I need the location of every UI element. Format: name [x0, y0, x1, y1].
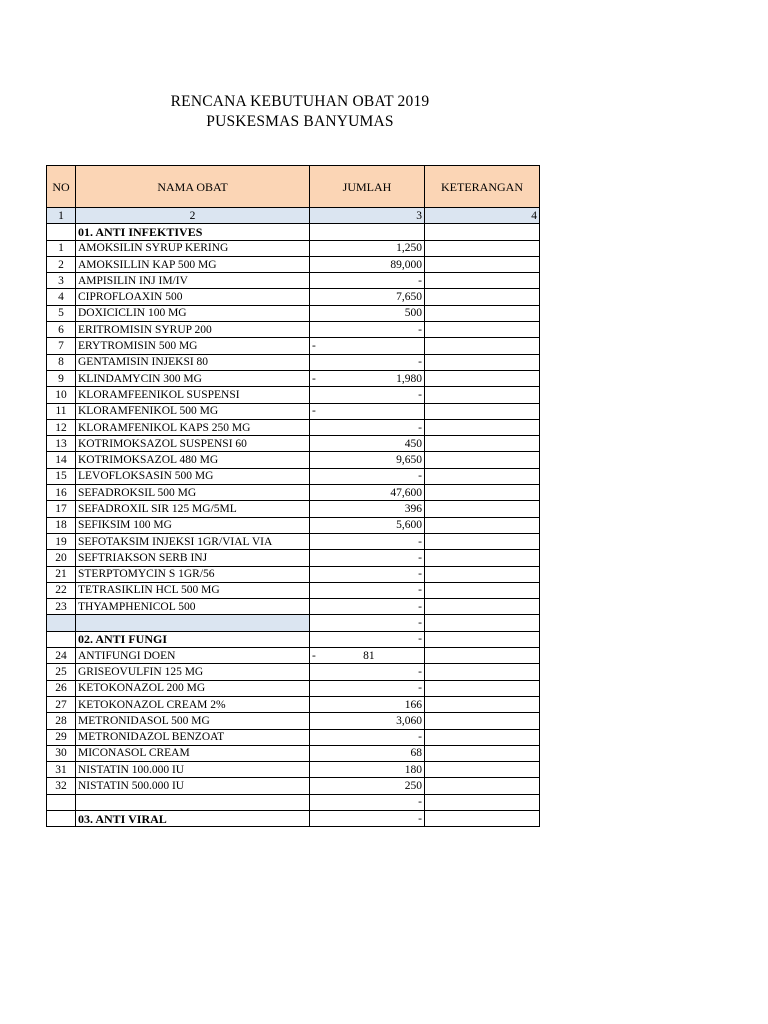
- cell-dash: -: [312, 649, 316, 662]
- cell-jumlah: [310, 387, 425, 403]
- document-subtitle: PUSKESMAS BANYUMAS: [206, 113, 394, 130]
- cell-keterangan: [425, 403, 540, 419]
- cell-keterangan: [425, 485, 540, 501]
- cell-jumlah: [310, 696, 425, 712]
- index-no: 1: [47, 208, 76, 224]
- cell-no: 4: [47, 289, 76, 305]
- cell-jumlah-value: 89,000: [390, 258, 422, 271]
- cell-keterangan: [425, 533, 540, 549]
- table-row: [47, 648, 540, 664]
- table-row: [47, 729, 540, 745]
- cell-jumlah-value: -: [418, 470, 422, 483]
- table-row: [47, 256, 540, 272]
- table-row: [47, 501, 540, 517]
- table-row: [47, 452, 540, 468]
- blank-row: [47, 794, 540, 810]
- cell-keterangan: [425, 778, 540, 794]
- cell-jumlah-value: -: [418, 568, 422, 581]
- table-row: [47, 517, 540, 533]
- cell-jumlah-value: -: [418, 731, 422, 744]
- cell-keterangan: [425, 550, 540, 566]
- cell-keterangan: [425, 387, 540, 403]
- cell-no: 7: [47, 338, 76, 354]
- cell-jumlah: [310, 729, 425, 745]
- cell-no: 27: [47, 696, 76, 712]
- cell-jumlah-value: 7,650: [396, 291, 422, 304]
- cell-nama-obat: DOXICICLIN 100 MG: [76, 305, 310, 321]
- cell-keterangan: [425, 794, 540, 810]
- cell-jumlah: [310, 615, 425, 631]
- cell-no: [47, 631, 76, 647]
- cell-no: 19: [47, 533, 76, 549]
- cell-keterangan: [425, 354, 540, 370]
- cell-keterangan: [425, 664, 540, 680]
- cell-keterangan: [425, 273, 540, 289]
- cell-keterangan: [425, 436, 540, 452]
- cell-no: [47, 224, 76, 240]
- cell-keterangan: [425, 517, 540, 533]
- cell-keterangan: [425, 631, 540, 647]
- cell-no: 10: [47, 387, 76, 403]
- table-row: [47, 566, 540, 582]
- cell-nama-obat: KLORAMFENIKOL KAPS 250 MG: [76, 419, 310, 435]
- cell-nama-obat: KLORAMFENIKOL 500 MG: [76, 403, 310, 419]
- cell-jumlah-value: -: [418, 682, 422, 695]
- cell-no: 22: [47, 582, 76, 598]
- cell-nama-obat: KOTRIMOKSAZOL SUSPENSI 60: [76, 436, 310, 452]
- table-row: [47, 354, 540, 370]
- table-row: [47, 305, 540, 321]
- header-keterangan: KETERANGAN: [425, 166, 540, 208]
- cell-keterangan: [425, 713, 540, 729]
- cell-nama-obat: KETOKONAZOL CREAM 2%: [76, 696, 310, 712]
- table-row: [47, 387, 540, 403]
- cell-keterangan: [425, 745, 540, 761]
- table-row: [47, 240, 540, 256]
- table-row: [47, 696, 540, 712]
- cell-jumlah: [310, 240, 425, 256]
- cell-no: 3: [47, 273, 76, 289]
- cell-no: 29: [47, 729, 76, 745]
- cell-no: 14: [47, 452, 76, 468]
- cell-jumlah: [310, 550, 425, 566]
- cell-nama-obat: AMPISILIN INJ IM/IV: [76, 273, 310, 289]
- cell-no: 17: [47, 501, 76, 517]
- cell-jumlah: [310, 273, 425, 289]
- cell-keterangan: [425, 680, 540, 696]
- cell-no: 25: [47, 664, 76, 680]
- cell-no: 6: [47, 322, 76, 338]
- table-row: [47, 273, 540, 289]
- cell-nama-obat: SEFADROXIL SIR 125 MG/5ML: [76, 501, 310, 517]
- cell-no: [47, 810, 76, 826]
- cell-no: 2: [47, 256, 76, 272]
- cell-jumlah-value: 5,600: [396, 519, 422, 532]
- table-row: [47, 778, 540, 794]
- cell-keterangan: [425, 729, 540, 745]
- cell-no: 15: [47, 468, 76, 484]
- cell-jumlah-value: 180: [404, 763, 422, 776]
- cell-keterangan: [425, 599, 540, 615]
- cell-nama-obat: THYAMPHENICOL 500: [76, 599, 310, 615]
- cell-no: 30: [47, 745, 76, 761]
- section-row: [47, 631, 540, 647]
- cell-jumlah-value: 3,060: [396, 714, 422, 727]
- header-nama-obat: NAMA OBAT: [76, 166, 310, 208]
- cell-no: 21: [47, 566, 76, 582]
- cell-jumlah-value: -: [418, 584, 422, 597]
- table-row: [47, 582, 540, 598]
- cell-no: [47, 615, 76, 631]
- cell-jumlah: [310, 713, 425, 729]
- cell-jumlah-value: 47,600: [390, 486, 422, 499]
- cell-keterangan: [425, 615, 540, 631]
- blank-row: [47, 615, 540, 631]
- index-nama: 2: [76, 208, 310, 224]
- cell-keterangan: [425, 648, 540, 664]
- table-row: [47, 550, 540, 566]
- table-header-row: [47, 166, 540, 208]
- section-title: 03. ANTI VIRAL: [76, 810, 310, 826]
- cell-jumlah: [310, 436, 425, 452]
- cell-no: 16: [47, 485, 76, 501]
- cell-nama-obat: SEFIKSIM 100 MG: [76, 517, 310, 533]
- cell-keterangan: [425, 762, 540, 778]
- header-jumlah: JUMLAH: [310, 166, 425, 208]
- cell-jumlah-value: -: [418, 323, 422, 336]
- cell-nama-obat: SEFOTAKSIM INJEKSI 1GR/VIAL VIA: [76, 533, 310, 549]
- cell-nama-obat: AMOKSILLIN KAP 500 MG: [76, 256, 310, 272]
- table-row: [47, 322, 540, 338]
- table-row: [47, 289, 540, 305]
- cell-nama-obat: ERYTROMISIN 500 MG: [76, 338, 310, 354]
- section-title: 01. ANTI INFEKTIVES: [76, 224, 310, 240]
- cell-nama-obat: LEVOFLOKSASIN 500 MG: [76, 468, 310, 484]
- table-row: [47, 370, 540, 386]
- cell-jumlah: [310, 664, 425, 680]
- table-row: [47, 485, 540, 501]
- cell-jumlah: [310, 289, 425, 305]
- cell-nama-obat: NISTATIN 100.000 IU: [76, 762, 310, 778]
- table-row: [47, 680, 540, 696]
- cell-jumlah: [310, 517, 425, 533]
- cell-nama-obat: METRONIDAZOL BENZOAT: [76, 729, 310, 745]
- cell-jumlah: [310, 778, 425, 794]
- cell-no: 11: [47, 403, 76, 419]
- table-row: [47, 419, 540, 435]
- cell-nama-obat: STERPTOMYCIN S 1GR/56: [76, 566, 310, 582]
- cell-jumlah: [310, 403, 425, 419]
- cell-no: 24: [47, 648, 76, 664]
- cell-jumlah: [310, 680, 425, 696]
- cell-jumlah-value: -: [418, 633, 422, 646]
- cell-nama-obat: [76, 615, 310, 631]
- cell-jumlah: [310, 533, 425, 549]
- cell-jumlah-value: 396: [404, 502, 422, 515]
- cell-nama-obat: KOTRIMOKSAZOL 480 MG: [76, 452, 310, 468]
- cell-jumlah: [310, 582, 425, 598]
- cell-nama-obat: CIPROFLOAXIN 500: [76, 289, 310, 305]
- cell-jumlah-value: -: [418, 421, 422, 434]
- section-row: [47, 224, 540, 240]
- cell-jumlah-value: -: [418, 551, 422, 564]
- cell-nama-obat: METRONIDASOL 500 MG: [76, 713, 310, 729]
- cell-no: 13: [47, 436, 76, 452]
- cell-jumlah: [310, 338, 425, 354]
- cell-jumlah: [310, 354, 425, 370]
- cell-nama-obat: KLORAMFEENIKOL SUSPENSI: [76, 387, 310, 403]
- index-jumlah: 3: [310, 208, 425, 224]
- cell-jumlah-value: 9,650: [396, 454, 422, 467]
- cell-jumlah: [310, 419, 425, 435]
- cell-keterangan: [425, 419, 540, 435]
- cell-jumlah-value: -: [418, 617, 422, 630]
- cell-nama-obat: [76, 794, 310, 810]
- table-row: [47, 338, 540, 354]
- cell-no: 26: [47, 680, 76, 696]
- cell-no: 31: [47, 762, 76, 778]
- cell-nama-obat: KLINDAMYCIN 300 MG: [76, 370, 310, 386]
- cell-keterangan: [425, 322, 540, 338]
- table-row: [47, 533, 540, 549]
- cell-nama-obat: SEFADROKSIL 500 MG: [76, 485, 310, 501]
- table-row: [47, 745, 540, 761]
- cell-no: 28: [47, 713, 76, 729]
- cell-jumlah: [310, 631, 425, 647]
- cell-jumlah-value: 68: [410, 747, 422, 760]
- table-row: [47, 599, 540, 615]
- cell-keterangan: [425, 289, 540, 305]
- cell-jumlah: [310, 566, 425, 582]
- cell-no: 9: [47, 370, 76, 386]
- cell-jumlah: [310, 305, 425, 321]
- cell-keterangan: [425, 256, 540, 272]
- cell-no: 1: [47, 240, 76, 256]
- cell-jumlah: [310, 485, 425, 501]
- cell-jumlah: [310, 224, 425, 240]
- cell-keterangan: [425, 338, 540, 354]
- cell-jumlah-value: -: [418, 535, 422, 548]
- cell-keterangan: [425, 810, 540, 826]
- cell-jumlah-value: 450: [404, 437, 422, 450]
- cell-jumlah-value: -: [418, 388, 422, 401]
- cell-keterangan: [425, 305, 540, 321]
- cell-nama-obat: GRISEOVULFIN 125 MG: [76, 664, 310, 680]
- cell-no: 8: [47, 354, 76, 370]
- table-row: [47, 762, 540, 778]
- cell-jumlah-value: -: [418, 665, 422, 678]
- cell-jumlah-value: -: [418, 812, 422, 825]
- cell-nama-obat: ERITROMISIN SYRUP 200: [76, 322, 310, 338]
- cell-jumlah-value: 500: [404, 307, 422, 320]
- cell-jumlah: [310, 794, 425, 810]
- cell-jumlah-value: 166: [404, 698, 422, 711]
- cell-no: [47, 794, 76, 810]
- cell-nama-obat: TETRASIKLIN HCL 500 MG: [76, 582, 310, 598]
- cell-keterangan: [425, 370, 540, 386]
- index-keterangan: 4: [425, 208, 540, 224]
- cell-jumlah-value: 81: [363, 649, 375, 662]
- table-row: [47, 436, 540, 452]
- cell-no: 18: [47, 517, 76, 533]
- section-title: 02. ANTI FUNGI: [76, 631, 310, 647]
- cell-no: 12: [47, 419, 76, 435]
- cell-keterangan: [425, 240, 540, 256]
- cell-keterangan: [425, 566, 540, 582]
- cell-keterangan: [425, 501, 540, 517]
- cell-jumlah-value: 250: [404, 780, 422, 793]
- cell-jumlah: [310, 452, 425, 468]
- table-row: [47, 403, 540, 419]
- cell-no: 32: [47, 778, 76, 794]
- cell-jumlah-value: -: [418, 356, 422, 369]
- cell-nama-obat: ANTIFUNGI DOEN: [76, 648, 310, 664]
- cell-no: 5: [47, 305, 76, 321]
- cell-nama-obat: KETOKONAZOL 200 MG: [76, 680, 310, 696]
- cell-jumlah: [310, 322, 425, 338]
- cell-nama-obat: GENTAMISIN INJEKSI 80: [76, 354, 310, 370]
- cell-jumlah: [310, 501, 425, 517]
- cell-jumlah-value: 1,250: [396, 242, 422, 255]
- cell-keterangan: [425, 452, 540, 468]
- cell-nama-obat: AMOKSILIN SYRUP KERING: [76, 240, 310, 256]
- cell-jumlah-value: 1,980: [396, 372, 422, 385]
- cell-jumlah: [310, 256, 425, 272]
- cell-no: 23: [47, 599, 76, 615]
- cell-keterangan: [425, 696, 540, 712]
- cell-no: 20: [47, 550, 76, 566]
- table-row: [47, 713, 540, 729]
- cell-jumlah-value: -: [418, 796, 422, 809]
- header-no: NO: [47, 166, 76, 208]
- cell-keterangan: [425, 468, 540, 484]
- cell-jumlah: [310, 648, 425, 664]
- cell-nama-obat: SEFTRIAKSON SERB INJ: [76, 550, 310, 566]
- cell-nama-obat: MICONASOL CREAM: [76, 745, 310, 761]
- cell-jumlah: [310, 370, 425, 386]
- table-row: [47, 664, 540, 680]
- cell-jumlah: [310, 468, 425, 484]
- cell-jumlah: [310, 599, 425, 615]
- cell-jumlah: [310, 810, 425, 826]
- cell-dash: -: [312, 372, 316, 385]
- cell-keterangan: [425, 224, 540, 240]
- cell-jumlah: [310, 745, 425, 761]
- cell-jumlah: [310, 762, 425, 778]
- column-index-row: [47, 208, 540, 224]
- cell-jumlah-value: -: [418, 600, 422, 613]
- cell-dash: -: [312, 405, 316, 418]
- drug-needs-table: [46, 165, 540, 827]
- cell-keterangan: [425, 582, 540, 598]
- cell-jumlah-value: -: [418, 274, 422, 287]
- cell-nama-obat: NISTATIN 500.000 IU: [76, 778, 310, 794]
- cell-dash: -: [312, 340, 316, 353]
- table-row: [47, 468, 540, 484]
- section-row: [47, 810, 540, 826]
- document-title: RENCANA KEBUTUHAN OBAT 2019: [170, 93, 430, 110]
